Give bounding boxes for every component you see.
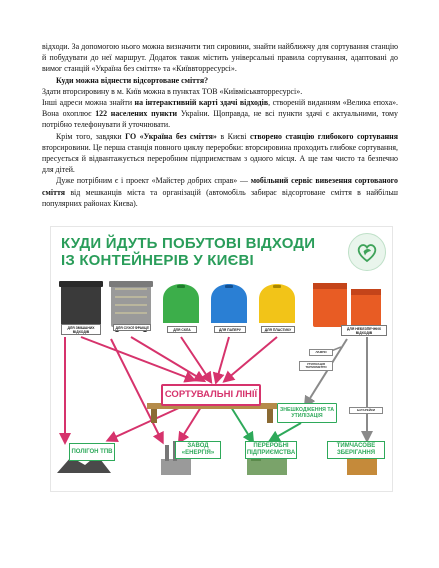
bin-label-glass: ДЛЯ СКЛА	[167, 326, 197, 333]
text-span: , створеній виданням «Велика епоха». Вона охоплює	[42, 98, 398, 119]
bin-plastic	[259, 284, 295, 323]
temporary-storage-box: ТИМЧАСОВЕ ЗБЕРІГАННЯ	[327, 441, 385, 459]
bin-label-plastic: ДЛЯ ПЛАСТИКУ	[261, 326, 295, 333]
bold-service: мобільний сервіс вивезення сортованого сміття	[42, 176, 398, 197]
arrow-dry-to-sorting	[131, 337, 201, 379]
arrow-sorting-to-landfill	[111, 407, 181, 439]
sorting-lines-box: СОРТУВАЛЬНІ ЛІНІЇ	[161, 384, 261, 406]
map-link-text: на інтерактивній карті здачі відходів	[134, 98, 269, 108]
paragraph-station	[42, 131, 398, 176]
bin-label-dry: ДЛЯ СУХОЇ ФРАКЦІЇ	[113, 324, 151, 331]
storage-illustration	[347, 457, 377, 475]
arrow-sorting-to-energy	[181, 407, 201, 439]
arrow-plastic-to-sorting	[227, 337, 277, 379]
neutralization-box: ЗНЕШКОДЖЕННЯ ТА УТИЛІЗАЦІЯ	[277, 403, 337, 423]
bin-glass	[163, 284, 199, 323]
bin-label-hazard: ДЛЯ НЕБЕЗПЕЧНИХ ВІДХОДІВ	[341, 325, 387, 336]
text-span: в Києві	[216, 131, 251, 141]
text-span: України. Щоправда, не всі пункти здачі є актуальними, тому потрібно телефонувати й уточнювати.	[42, 109, 398, 130]
text-span: від мешканців міста та організацій (автомобіль забирає відсортоване сміття в найбільш популярних районах Києва).	[42, 187, 398, 208]
bin-label-paper: ДЛЯ ПАПЕРУ	[214, 326, 246, 333]
arrow-glass-to-sorting	[181, 337, 209, 379]
energy-plant-box: ЗАВОД «ЕНЕРГІЯ»	[175, 441, 221, 459]
title-line-2: ІЗ КОНТЕЙНЕРІВ У КИЄВІ	[61, 252, 254, 269]
org-name: ГО «Україна без сміття»	[125, 131, 217, 141]
paragraph-project	[42, 175, 398, 209]
text-span: Дуже потрібним є і проект «Майстер добрих справ» —	[56, 176, 251, 186]
arrow-sorting-to-recycling	[231, 407, 251, 439]
document-text	[42, 41, 398, 209]
tag-batteries: БАТАРЕЙКИ	[349, 407, 383, 414]
arrow-mixed-to-sorting	[81, 337, 191, 379]
bold-station: створено станцію глибокого сортування	[250, 131, 399, 141]
section-heading: Куди можна віднести відсортоване сміття?	[56, 75, 209, 85]
tag-thermometers: УТИЛІЗАЦІЯ ТЕРМОМЕТРИ	[299, 361, 333, 371]
bin-label-mixed: ДЛЯ ЗМІШАНИХ ВІДХОДІВ	[61, 324, 101, 335]
bin-hazard	[313, 283, 381, 327]
recycling-box: ПЕРЕРОБНІ ПІДПРИЄМСТВА	[245, 441, 297, 459]
text-span: Інші адреси можна знайти	[42, 98, 135, 108]
arrow-paper-to-sorting	[217, 337, 229, 379]
bin-paper	[211, 284, 247, 323]
text-span: вторсировини. Це перша станція повного циклу переробки: вторсировина проходить глибоке сортування, пресується й відвантажується переробним підприємствам з одного місця. А ще там чисто та безпечно для дітей.	[42, 142, 398, 175]
text-span: Крім того, завдяки	[56, 131, 126, 141]
tag-lamps: ЛАМПИ	[309, 349, 333, 356]
bold-count: 122 населених пункти	[95, 109, 178, 119]
title-line-1: КУДИ ЙДУТЬ ПОБУТОВІ ВІДХОДИ	[61, 235, 316, 252]
landfill-box: ПОЛІГОН ТПВ	[69, 443, 115, 461]
paragraph-map	[42, 97, 398, 131]
paragraph-intro: відходи. За допомогою нього можна визначити тип сировини, знайти найближчу для сортування станцію й побудувати до неї маршрут. Додаток також містить універсальні правила сортування, адаптовані до вимог станцій «Україна без сміття» та «Київвторресурсі».	[42, 42, 398, 74]
paragraph-kyiv: Здати вторсировину в м. Київ можна в пунктах ТОВ «Київміськвторресурсі».	[42, 86, 303, 96]
waste-infographic	[50, 226, 393, 492]
arrow-neutralization-to-recycling	[273, 423, 301, 439]
arrow-to-energy-plant	[111, 339, 161, 439]
